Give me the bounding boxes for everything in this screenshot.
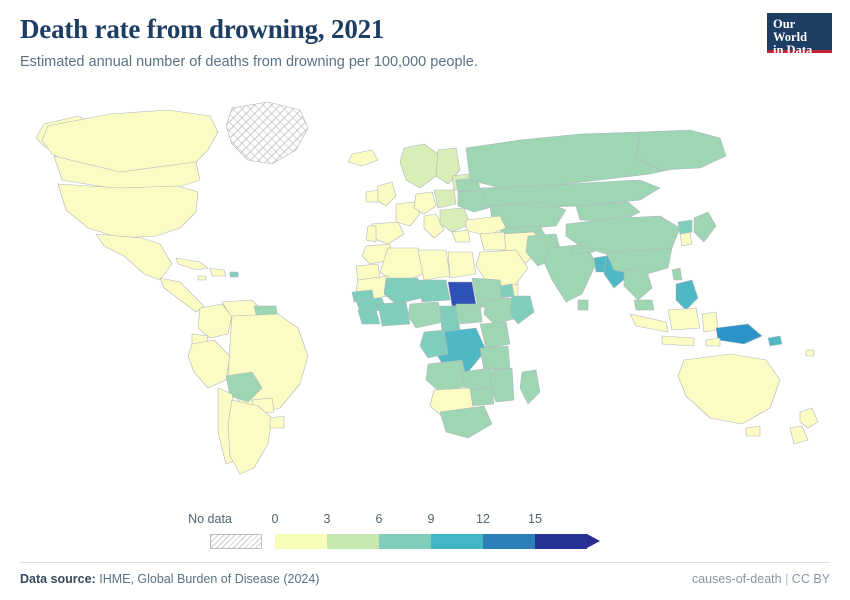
legend-no-data-label: No data (188, 512, 232, 526)
legend-color-bar[interactable] (210, 534, 600, 549)
country-central-america[interactable] (160, 278, 204, 312)
country-central-african-republic[interactable] (456, 304, 482, 324)
country-jamaica[interactable] (198, 276, 206, 280)
country-new-zealand-south[interactable] (790, 426, 808, 444)
page-title: Death rate from drowning, 2021 (20, 14, 385, 44)
country-cuba[interactable] (176, 258, 208, 270)
chart-subtitle: Estimated annual number of deaths from drowning per 100,000 people. (20, 54, 478, 70)
country-south-africa[interactable] (440, 406, 492, 438)
country-greece[interactable] (452, 230, 470, 242)
footer-links (692, 572, 830, 586)
legend-tick-3: 3 (323, 512, 331, 526)
data-source-label: Data source: (20, 572, 96, 586)
country-iceland[interactable] (348, 150, 378, 166)
country-new-zealand[interactable] (800, 408, 818, 428)
country-libya[interactable] (418, 250, 450, 280)
country-uganda-kenya[interactable] (480, 322, 510, 348)
country-chad[interactable] (448, 282, 476, 306)
legend-tick-9: 9 (427, 512, 435, 526)
logo-line-2: in Data (773, 43, 813, 57)
country-mali[interactable] (384, 278, 422, 304)
country-sulawesi[interactable] (702, 312, 718, 332)
country-spain[interactable] (372, 222, 404, 244)
country-egypt[interactable] (448, 252, 476, 278)
legend-swatch-no-data[interactable] (210, 534, 262, 549)
country-somalia[interactable] (510, 296, 534, 324)
country-sri-lanka[interactable] (578, 300, 588, 310)
world-map-svg[interactable] (0, 88, 850, 488)
country-south-korea[interactable] (680, 232, 692, 246)
country-ivory-coast-ghana[interactable] (378, 302, 410, 326)
country-tasmania[interactable] (746, 426, 760, 436)
chart-header (20, 14, 830, 70)
legend-swatch-3-6[interactable] (327, 534, 379, 549)
legend-arrow-icon (587, 534, 600, 548)
country-iraq-syria[interactable] (480, 232, 506, 250)
country-sierra-leone-liberia[interactable] (358, 310, 380, 324)
country-balkans[interactable] (440, 208, 470, 232)
country-japan[interactable] (694, 212, 716, 242)
logo-line-1: Our World (773, 17, 808, 44)
legend-swatch-6-9[interactable] (379, 534, 431, 549)
topic-link[interactable]: causes-of-death (691, 572, 782, 586)
owid-logo[interactable] (767, 13, 832, 57)
legend (188, 512, 650, 557)
country-australia[interactable] (678, 354, 780, 424)
country-mexico[interactable] (96, 234, 172, 280)
legend-swatch-9-12[interactable] (431, 534, 483, 549)
country-nigeria[interactable] (408, 302, 444, 328)
legend-tick-6: 6 (375, 512, 383, 526)
legend-swatch-12-15[interactable] (483, 534, 535, 549)
data-source-value: IHME, Global Burden of Disease (2024) (99, 572, 320, 586)
country-malaysia[interactable] (634, 300, 654, 310)
country-gabon-congo[interactable] (420, 330, 448, 358)
country-papua-new-guinea[interactable] (716, 324, 762, 344)
country-indonesia-sumatra[interactable] (630, 314, 668, 332)
country-ireland[interactable] (366, 190, 378, 202)
chart-footer (20, 562, 830, 586)
legend-labels (188, 512, 650, 528)
data-source (20, 572, 319, 586)
country-mozambique[interactable] (490, 368, 514, 402)
country-philippines[interactable] (676, 280, 698, 310)
country-taiwan[interactable] (672, 268, 682, 280)
footer-separator: | (785, 572, 789, 586)
country-norway-sweden[interactable] (400, 144, 438, 188)
legend-tick-12: 12 (476, 512, 490, 526)
legend-tick-15: 15 (528, 512, 542, 526)
legend-swatch-0-3[interactable] (275, 534, 327, 549)
country-united-kingdom[interactable] (376, 182, 396, 206)
country-hispaniola[interactable] (210, 268, 226, 276)
country-fiji[interactable] (806, 350, 814, 356)
country-madagascar[interactable] (520, 370, 540, 404)
legend-tick-0: 0 (271, 512, 279, 526)
country-indonesia-java[interactable] (662, 336, 694, 346)
legend-swatch-15-plus[interactable] (535, 534, 587, 549)
country-poland[interactable] (434, 190, 456, 208)
country-borneo[interactable] (668, 308, 700, 330)
country-timor[interactable] (706, 338, 720, 346)
license-link[interactable]: CC BY (791, 572, 830, 586)
world-map[interactable] (0, 88, 850, 488)
country-puerto-rico[interactable] (230, 272, 238, 277)
country-uruguay[interactable] (270, 416, 284, 428)
country-russia-east[interactable] (636, 130, 726, 170)
country-north-korea[interactable] (678, 220, 692, 234)
country-portugal[interactable] (366, 226, 376, 242)
country-tanzania[interactable] (480, 346, 510, 370)
country-niger[interactable] (418, 280, 450, 302)
country-united-states[interactable] (58, 184, 198, 238)
country-peru[interactable] (188, 340, 230, 388)
country-greenland[interactable] (226, 102, 308, 164)
country-solomon-islands[interactable] (768, 336, 782, 346)
country-angola[interactable] (426, 360, 468, 392)
